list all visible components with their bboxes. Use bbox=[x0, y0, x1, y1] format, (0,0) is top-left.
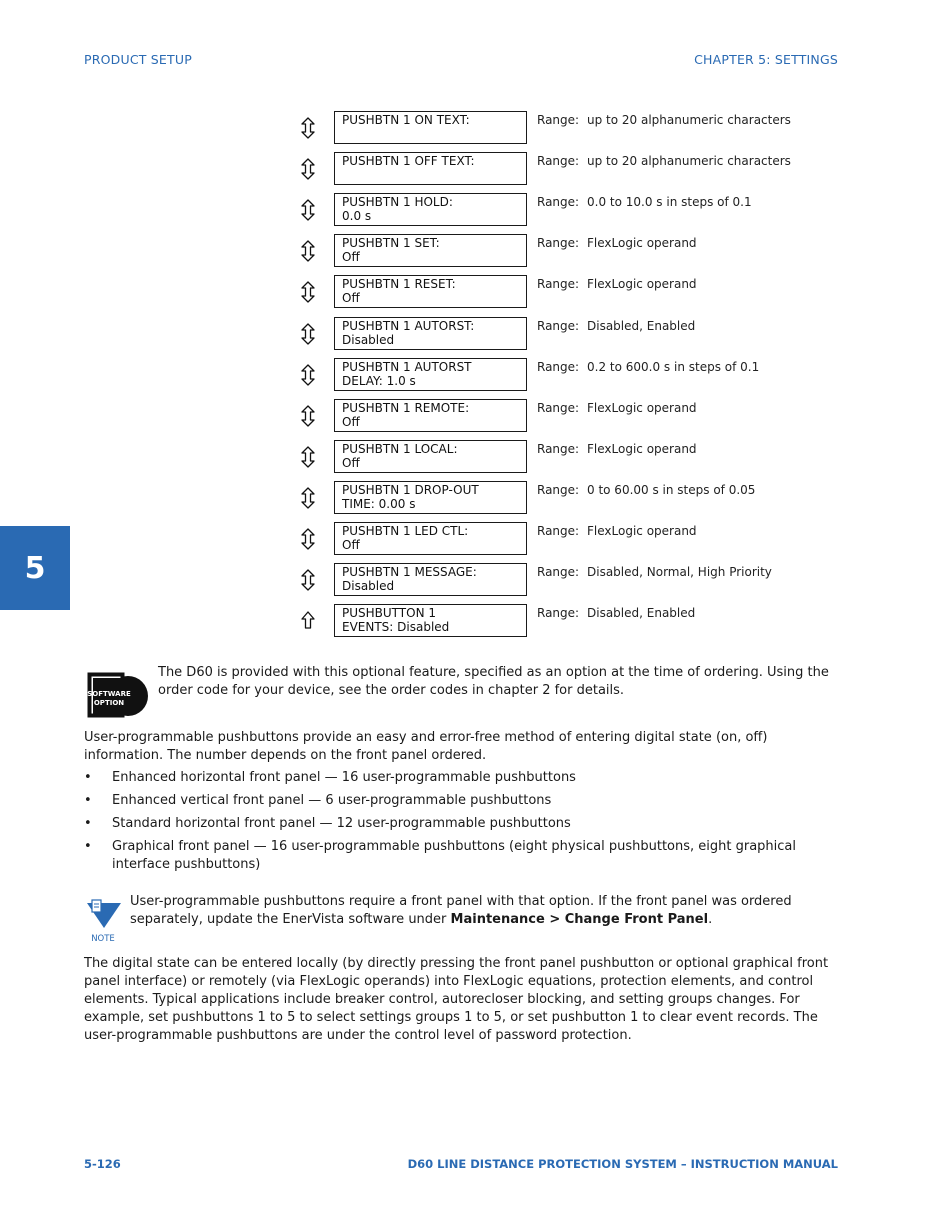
range-label: Range: bbox=[537, 565, 580, 579]
range-value: up to 20 alphanumeric characters bbox=[587, 154, 791, 168]
setting-box[interactable] bbox=[334, 111, 527, 144]
setting-value: EVENTS: Disabled bbox=[342, 620, 450, 634]
range-label: Range: bbox=[537, 442, 580, 456]
list-item bbox=[84, 815, 844, 833]
setting-value: Off bbox=[342, 538, 360, 552]
setting-box[interactable] bbox=[334, 234, 527, 267]
setting-value: 0.0 s bbox=[342, 209, 372, 223]
setting-row bbox=[0, 193, 950, 230]
running-header-chapter: CHAPTER 5: SETTINGS bbox=[694, 52, 838, 67]
note-text-start: User-programmable pushbuttons require a front panel with that option. If the front panel was ordered separately, update the EnerVista software under bbox=[130, 894, 792, 927]
note-menu-path: Maintenance > Change Front Panel bbox=[450, 912, 709, 927]
bullet-mark: • bbox=[84, 816, 92, 831]
setting-row bbox=[0, 522, 950, 559]
setting-value: Off bbox=[342, 415, 360, 429]
setting-name: PUSHBTN 1 AUTORST bbox=[342, 360, 472, 374]
setting-row bbox=[0, 604, 950, 641]
range-value: FlexLogic operand bbox=[587, 401, 697, 415]
range-value: Disabled, Normal, High Priority bbox=[587, 565, 772, 579]
manual-title: D60 LINE DISTANCE PROTECTION SYSTEM – INSTRUCTION MANUAL bbox=[407, 1157, 838, 1171]
up-down-arrow-icon bbox=[299, 281, 317, 303]
list-item-text: Graphical front panel — 16 user-programmable pushbuttons (eight physical pushbuttons, eight graphical interface pushbuttons) bbox=[112, 839, 796, 872]
setting-value: TIME: 0.00 s bbox=[342, 497, 416, 511]
range-label: Range: bbox=[537, 277, 580, 291]
setting-name: PUSHBTN 1 RESET: bbox=[342, 277, 456, 291]
bullet-mark: • bbox=[84, 793, 92, 808]
setting-name: PUSHBTN 1 LOCAL: bbox=[342, 442, 458, 456]
range-value: Disabled, Enabled bbox=[587, 606, 696, 620]
setting-box[interactable] bbox=[334, 275, 527, 308]
setting-row bbox=[0, 152, 950, 189]
setting-name: PUSHBTN 1 SET: bbox=[342, 236, 440, 250]
setting-value: Off bbox=[342, 456, 360, 470]
front-panel-list bbox=[84, 769, 844, 879]
setting-row bbox=[0, 275, 950, 312]
note-icon-label: NOTE bbox=[91, 934, 115, 944]
range-label: Range: bbox=[537, 401, 580, 415]
setting-name: PUSHBTN 1 MESSAGE: bbox=[342, 565, 477, 579]
software-option-icon bbox=[84, 669, 150, 721]
setting-row bbox=[0, 481, 950, 518]
setting-name: PUSHBTN 1 OFF TEXT: bbox=[342, 154, 475, 168]
setting-value: Off bbox=[342, 250, 360, 264]
setting-value: DELAY: 1.0 s bbox=[342, 374, 416, 388]
up-down-arrow-icon bbox=[299, 158, 317, 180]
range-label: Range: bbox=[537, 524, 580, 538]
setting-name: PUSHBTN 1 AUTORST: bbox=[342, 319, 475, 333]
software-option-icon-text-2: OPTION bbox=[93, 699, 125, 707]
setting-row bbox=[0, 358, 950, 395]
range-label: Range: bbox=[537, 606, 580, 620]
up-down-arrow-icon bbox=[299, 364, 317, 386]
setting-box[interactable] bbox=[334, 563, 527, 596]
range-value: 0.2 to 600.0 s in steps of 0.1 bbox=[587, 360, 760, 374]
setting-name: PUSHBUTTON 1 bbox=[342, 606, 436, 620]
setting-value: Disabled bbox=[342, 579, 395, 593]
setting-name: PUSHBTN 1 ON TEXT: bbox=[342, 113, 470, 127]
range-label: Range: bbox=[537, 483, 580, 497]
setting-value: Disabled bbox=[342, 333, 395, 347]
chapter-tab: 5 bbox=[0, 526, 70, 610]
list-item-text: Enhanced horizontal front panel — 16 user-programmable pushbuttons bbox=[112, 770, 576, 785]
software-option-text: The D60 is provided with this optional feature, specified as an option at the time of ordering. Using the order code for your device, see the order codes in chapter 2 for details. bbox=[158, 665, 829, 698]
setting-box[interactable] bbox=[334, 481, 527, 514]
range-label: Range: bbox=[537, 360, 580, 374]
up-down-arrow-icon bbox=[299, 569, 317, 591]
up-down-arrow-icon bbox=[299, 199, 317, 221]
range-label: Range: bbox=[537, 195, 580, 209]
setting-row bbox=[0, 563, 950, 600]
range-value: FlexLogic operand bbox=[587, 236, 697, 250]
setting-box[interactable] bbox=[334, 358, 527, 391]
setting-box[interactable] bbox=[334, 193, 527, 226]
setting-name: PUSHBTN 1 HOLD: bbox=[342, 195, 453, 209]
list-item bbox=[84, 769, 844, 787]
software-option-icon-text-1: SOFTWARE bbox=[87, 690, 131, 698]
note-text bbox=[130, 893, 840, 929]
up-arrow-icon bbox=[299, 610, 317, 632]
up-down-arrow-icon bbox=[299, 446, 317, 468]
range-value: 0 to 60.00 s in steps of 0.05 bbox=[587, 483, 756, 497]
list-item bbox=[84, 792, 844, 810]
setting-row bbox=[0, 317, 950, 354]
list-item-text: Enhanced vertical front panel — 6 user-programmable pushbuttons bbox=[112, 793, 552, 808]
setting-box[interactable] bbox=[334, 152, 527, 185]
setting-value: Off bbox=[342, 291, 360, 305]
setting-box[interactable] bbox=[334, 522, 527, 555]
range-label: Range: bbox=[537, 154, 580, 168]
bullet-mark: • bbox=[84, 770, 92, 785]
setting-row bbox=[0, 399, 950, 436]
digital-state-paragraph: The digital state can be entered locally (by directly pressing the front panel pushbutton or optional graphical front panel interface) or remotely (via FlexLogic operands) into FlexLogic equations, protection elements, and control elements. Typical applications include breaker control, autorecloser blocking, and setting groups changes. For example, set pushbuttons 1 to 5 to select settings groups 1 to 5, or set pushbutton 1 to clear event records. The user-programmable pushbuttons are under the control level of password protection. bbox=[84, 956, 829, 1043]
range-value: up to 20 alphanumeric characters bbox=[587, 113, 791, 127]
range-label: Range: bbox=[537, 319, 580, 333]
range-value: FlexLogic operand bbox=[587, 524, 697, 538]
setting-box[interactable] bbox=[334, 399, 527, 432]
intro-paragraph: User-programmable pushbuttons provide an easy and error-free method of entering digital state (on, off) information. The number depends on the front panel ordered. bbox=[84, 730, 768, 763]
setting-row bbox=[0, 111, 950, 148]
setting-box[interactable] bbox=[334, 440, 527, 473]
range-label: Range: bbox=[537, 113, 580, 127]
setting-name: PUSHBTN 1 REMOTE: bbox=[342, 401, 470, 415]
up-down-arrow-icon bbox=[299, 323, 317, 345]
list-item bbox=[84, 838, 844, 874]
range-label: Range: bbox=[537, 236, 580, 250]
up-down-arrow-icon bbox=[299, 487, 317, 509]
note-text-end: . bbox=[708, 912, 713, 927]
range-value: FlexLogic operand bbox=[587, 277, 697, 291]
setting-box[interactable] bbox=[334, 604, 527, 637]
up-down-arrow-icon bbox=[299, 117, 317, 139]
setting-box[interactable] bbox=[334, 317, 527, 350]
running-header-section: PRODUCT SETUP bbox=[84, 52, 192, 67]
setting-row bbox=[0, 440, 950, 477]
range-value: 0.0 to 10.0 s in steps of 0.1 bbox=[587, 195, 752, 209]
list-item-text: Standard horizontal front panel — 12 user-programmable pushbuttons bbox=[112, 816, 571, 831]
setting-row bbox=[0, 234, 950, 271]
setting-name: PUSHBTN 1 DROP-OUT bbox=[342, 483, 479, 497]
up-down-arrow-icon bbox=[299, 528, 317, 550]
up-down-arrow-icon bbox=[299, 405, 317, 427]
bullet-mark: • bbox=[84, 839, 92, 854]
setting-name: PUSHBTN 1 LED CTL: bbox=[342, 524, 469, 538]
note-icon bbox=[84, 898, 124, 944]
range-value: FlexLogic operand bbox=[587, 442, 697, 456]
up-down-arrow-icon bbox=[299, 240, 317, 262]
range-value: Disabled, Enabled bbox=[587, 319, 696, 333]
page-number: 5-126 bbox=[84, 1157, 121, 1171]
